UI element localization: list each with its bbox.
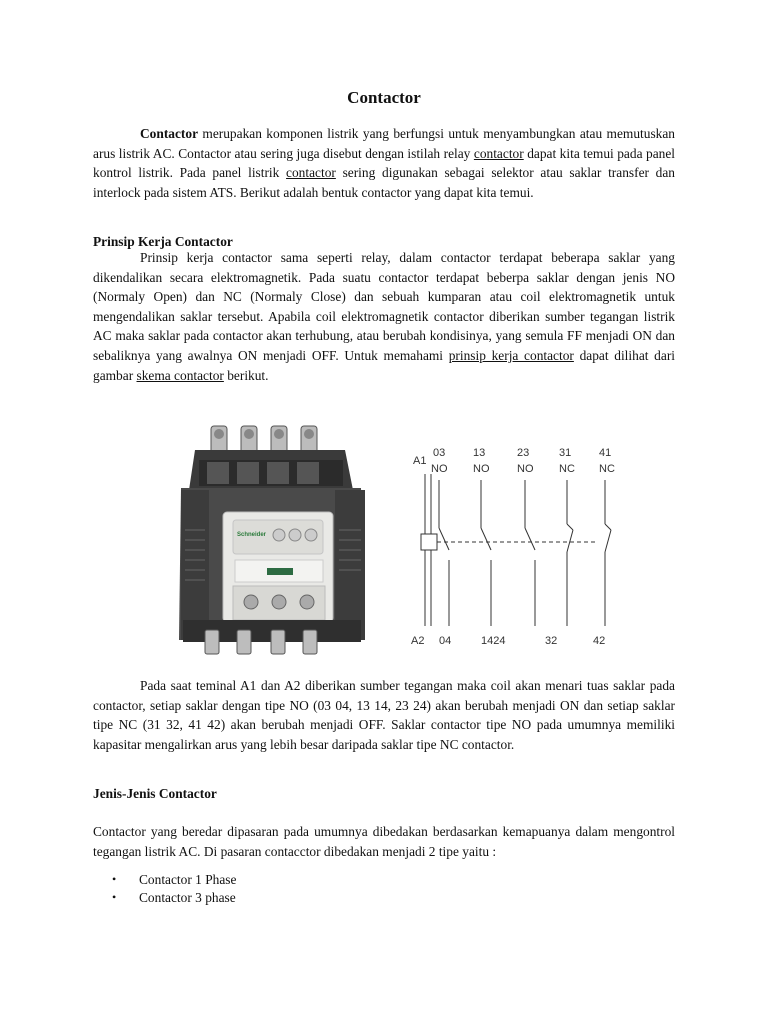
schematic-bottom-number: 42	[593, 635, 606, 647]
schematic-top-number: 13	[473, 447, 486, 459]
intro-paragraph	[93, 124, 675, 202]
schematic-switch-type: NO	[473, 463, 490, 475]
schematic-switch-type: NO	[517, 463, 534, 475]
schematic-bottom-number: 32	[545, 635, 558, 647]
intro-text-2: dapat kita temui pada panel kontrol listrik. Pada panel listrik	[93, 145, 675, 181]
jenis-paragraph: Contactor yang beredar dipasaran pada umumnya dibedakan berdasarkan kemapuanya dalam mengontrol tegangan listrik AC. Di pasaran contacctor dibedakan menjadi 2 tipe yaitu :	[93, 824, 675, 859]
brand-logo-text: Schneider	[237, 532, 267, 538]
prinsip-paragraph	[93, 248, 675, 385]
contactor-figure	[175, 420, 655, 660]
coil-label-a1: A1	[413, 455, 427, 467]
heading-prinsip-kerja: Prinsip Kerja Contactor	[93, 234, 233, 249]
schematic-switch-type: NO	[431, 463, 448, 475]
contactor-schematic	[411, 447, 615, 647]
explanation-paragraph: Pada saat teminal A1 dan A2 diberikan sumber tegangan maka coil akan menari tuas saklar pada contactor, setiap saklar dengan tipe NO (03 04, 13 14, 23 24) akan berubah menjadi ON dan setiap saklar tipe NC (31 32, 41 42) akan berubah menjadi OFF. Saklar contactor tipe NO pada umumnya memiliki kapasitar mengalirkan arus yang lebih besar daripada saklar tipe NC contactor.	[93, 678, 675, 752]
prinsip-text-3: berikut.	[223, 367, 269, 383]
page-title: Contactor	[347, 88, 421, 107]
intro-text-1: merupakan komponen listrik yang berfungsi untuk menyambungkan atau memutuskan arus listrik AC. Contactor atau sering juga disebut dengan istilah relay	[93, 126, 675, 161]
link-prinsip-kerja[interactable]: prinsip kerja contactor	[448, 347, 574, 363]
schematic-top-number: 03	[433, 447, 446, 459]
schematic-bottom-number: 04	[439, 635, 452, 647]
list-item: • Contactor 3 phase	[112, 889, 236, 907]
intro-bold-lead: Contactor	[140, 126, 199, 141]
prinsip-text-1: Prinsip kerja contactor sama seperti relay, dalam contactor terdapat beberapa saklar yang dikendalikan secara elektromagnetik. Pada suatu contactor terdapat beberpa saklar dengan jenis NO (Normaly Open) dan NC (Normaly Close) dan sebuah kumparan atau coil elektromagnetik untuk mengendalikan saklar tersebut. Apabila coil elektromagnetik contactor diberikan sumber tegangan listrik AC maka saklar pada contactor akan terhubung, atau berubah kondisinya, yang semula FF menjadi ON dan sebaliknya yang awalnya ON menjadi OFF. Untuk memahami	[93, 250, 675, 363]
coil-label-a2: A2	[411, 635, 425, 647]
intro-text-3: sering digunakan sebagai selektor atau saklar transfer dan interlock pada sistem ATS. Berikut adalah bentuk contactor yang dapat kita temui.	[93, 165, 675, 200]
link-skema-contactor[interactable]: skema contactor	[136, 367, 224, 383]
schematic-switch-type: NC	[559, 463, 575, 475]
contactor-type-list	[112, 871, 236, 906]
link-contactor-1[interactable]: contactor	[473, 145, 524, 161]
schematic-top-number: 23	[517, 447, 530, 459]
schematic-top-number: 31	[559, 447, 572, 459]
heading-jenis-contactor: Jenis-Jenis Contactor	[93, 786, 217, 801]
contactor-device-image	[179, 426, 365, 654]
list-item: • Contactor 1 Phase	[112, 871, 236, 889]
prinsip-text-2: dapat dilihat dari gambar	[93, 347, 675, 383]
schematic-top-number: 41	[599, 447, 612, 459]
link-contactor-2[interactable]: contactor	[286, 165, 336, 181]
schematic-switch-type: NC	[599, 463, 615, 475]
schematic-bottom-number: 1424	[481, 635, 506, 647]
